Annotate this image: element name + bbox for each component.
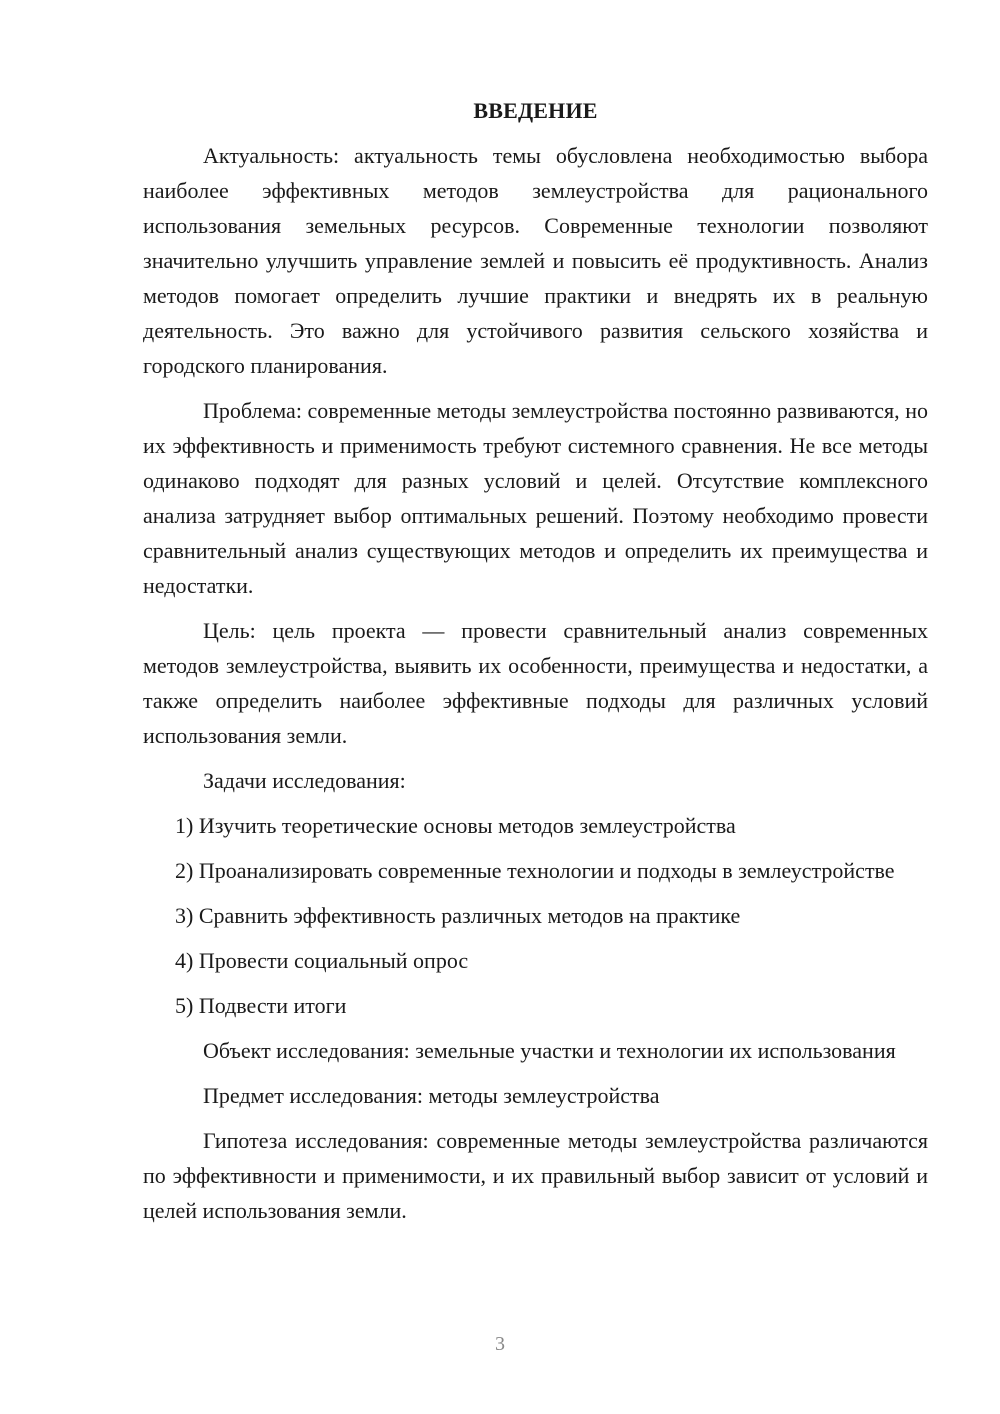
task-item-4: 4) Провести социальный опрос — [175, 948, 469, 973]
task-item-5: 5) Подвести итоги — [175, 993, 347, 1018]
task-item-1: 1) Изучить теоретические основы методов землеустройства — [175, 813, 736, 838]
paragraph-object: Объект исследования: земельные участки и технологии их использования — [203, 1038, 896, 1063]
page-title: ВВЕДЕНИЕ — [473, 98, 598, 123]
paragraph-relevance: Актуальность: актуальность темы обусловлена необходимостью выбора наиболее эффективных методов землеустройства для рационального использования земельных ресурсов. Современные технологии позволяют значительно улучшить управление землей и повысить её продуктивность. Анализ методов помогает определить лучшие практики и внедрять их в реальную деятельность. Это важно для устойчивого развития сельского хозяйства и городского планирования. — [143, 143, 928, 378]
paragraph-goal: Цель: цель проекта — провести сравнительный анализ современных методов землеустройства, выявить их особенности, преимущества и недостатки, а также определить наиболее эффективные подходы для различных условий использования земли. — [143, 618, 928, 748]
task-item-2: 2) Проанализировать современные технологии и подходы в землеустройстве — [175, 858, 895, 883]
document-page — [143, 96, 928, 1238]
tasks-heading: Задачи исследования: — [203, 768, 406, 793]
page-number: 3 — [495, 1333, 505, 1355]
paragraph-problem: Проблема: современные методы землеустройства постоянно развиваются, но их эффективность и применимость требуют системного сравнения. Не все методы одинаково подходят для разных условий и целей. Отсутствие комплексного анализа затрудняет выбор оптимальных решений. Поэтому необходимо провести сравнительный анализ существующих методов и определить их преимущества и недостатки. — [143, 398, 928, 598]
paragraph-subject: Предмет исследования: методы землеустройства — [203, 1083, 660, 1108]
task-item-3: 3) Сравнить эффективность различных методов на практике — [175, 903, 741, 928]
paragraph-hypothesis: Гипотеза исследования: современные методы землеустройства различаются по эффективности и применимости, и их правильный выбор зависит от условий и целей использования земли. — [143, 1128, 928, 1223]
